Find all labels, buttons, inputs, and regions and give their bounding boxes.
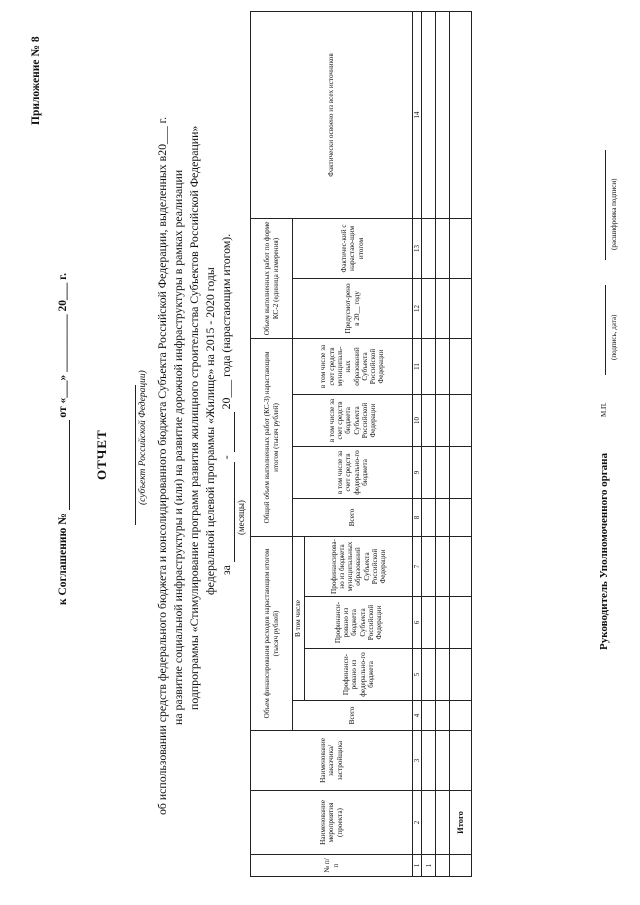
header-works-fed: в том числе за счет средств федерально-го бюджета <box>293 446 413 498</box>
table-cell[interactable] <box>422 278 436 338</box>
period-year-blank <box>219 412 235 452</box>
header-financing: Объем финансирования расходов нарастающим итогом (тысяч рублей) <box>251 536 293 730</box>
table-cell[interactable] <box>422 394 436 446</box>
report-body-line1: об использовании средств федерального бюджета и консолидированного бюджета Субъекта Российской Федерации, выделенных в20___ г. <box>155 116 169 815</box>
col-number: 2 <box>413 791 422 855</box>
header-fin-fed: Профинанси-ровано из федерально-го бюджета <box>305 649 413 701</box>
table-cell[interactable] <box>422 791 436 855</box>
col-number: 4 <box>413 701 422 731</box>
header-works-subj: в том числе за счет средств бюджета Субъекта Российской Федерации <box>293 394 413 446</box>
table-row <box>436 11 450 876</box>
period-month-blank <box>219 462 235 562</box>
table-cell[interactable] <box>422 11 436 218</box>
table-cell[interactable] <box>422 338 436 394</box>
header-works: Общий объем выполненных работ (КС-3) нарастающим итогом (тысяч рублей) <box>251 338 293 536</box>
table-cell[interactable] <box>422 536 436 596</box>
column-number-row <box>413 11 422 876</box>
signature-caption: (подпись, дата) <box>610 314 618 360</box>
col-number: 11 <box>413 338 422 394</box>
col-number: 10 <box>413 394 422 446</box>
table-cell[interactable] <box>422 701 436 731</box>
header-event: Наименование мероприятия (проекта) <box>251 791 413 855</box>
report-body-line3: подпрограммы «Стимулирование программ развития жилищного строительства Субъектов Российской Федерации» <box>187 125 201 710</box>
report-body-line2: на развитие социальной инфраструктуры и (или) на развитие дорожной инфраструктуры в рамках реализации <box>171 169 185 725</box>
table-cell[interactable] <box>422 597 436 649</box>
stamp-label: М.П. <box>600 402 608 417</box>
header-fin-subj: Профинанси-ровано из бюджета Субъекта Российской Федерации <box>305 597 413 649</box>
col-number: 12 <box>413 278 422 338</box>
col-number: 8 <box>413 498 422 536</box>
table-row <box>422 11 436 876</box>
col-number: 7 <box>413 536 422 596</box>
header-customer: Наименование заказчика/ застройщика <box>251 731 413 791</box>
col-number: 13 <box>413 218 422 278</box>
col-number: 9 <box>413 446 422 498</box>
col-number: 5 <box>413 649 422 701</box>
report-body-line4: федеральной целевой программы «Жилище» на 2015 - 2020 годы <box>203 267 217 595</box>
total-row <box>450 11 472 876</box>
header-planned: Предусмот-рено в 20__ году <box>293 278 413 338</box>
name-caption: (расшифровка подписи) <box>610 178 618 250</box>
subject-caption: (субъект Российской Федерации) <box>138 370 148 505</box>
header-works-total: Всего <box>293 498 413 536</box>
name-line <box>605 150 606 260</box>
header-volume: Объем выполненных работ по форме КС-2 (единица измерения) <box>251 218 293 338</box>
header-fin-incl: В том числе <box>293 536 305 700</box>
report-title: ОТЧЕТ <box>94 429 109 480</box>
appendix-label: Приложение № 8 <box>30 36 42 125</box>
col-number: 14 <box>413 11 422 218</box>
header-fin-total: Всего <box>293 701 413 731</box>
signature-head-label: Руководитель Уполномоченного органа <box>598 452 610 650</box>
col-number: 6 <box>413 597 422 649</box>
report-table <box>250 11 472 877</box>
row-number: 1 <box>422 855 436 877</box>
header-actual: Фактичес-кий с нарастаю-щим итогом <box>293 218 413 278</box>
table-cell[interactable] <box>422 731 436 791</box>
table-cell[interactable] <box>422 446 436 498</box>
total-label: Итого <box>450 791 472 855</box>
period-caption: (месяцы) <box>236 500 246 535</box>
subject-blank-line <box>135 385 136 525</box>
header-number: № п/п <box>251 855 413 877</box>
header-spent: Фактически освоено из всех источников <box>251 11 413 218</box>
table-cell[interactable] <box>422 498 436 536</box>
agreement-label: к Соглашению № от «___» __________ 20___ г. <box>57 273 69 605</box>
col-number: 3 <box>413 731 422 791</box>
header-fin-mun: Профинансирова-но из бюджета муниципальных образований Субъекта Российской Федерации <box>305 536 413 596</box>
signature-line <box>605 285 606 375</box>
col-number: 1 <box>413 855 422 877</box>
header-works-mun: в том числе за счет средств муниципаль-ных образований Субъекта Российской Федерации <box>293 338 413 394</box>
table-cell[interactable] <box>422 649 436 701</box>
report-period: за - 20___ года (нарастающим итогом). <box>219 233 233 575</box>
table-cell[interactable] <box>422 218 436 278</box>
agreement-number-blank <box>57 420 70 510</box>
